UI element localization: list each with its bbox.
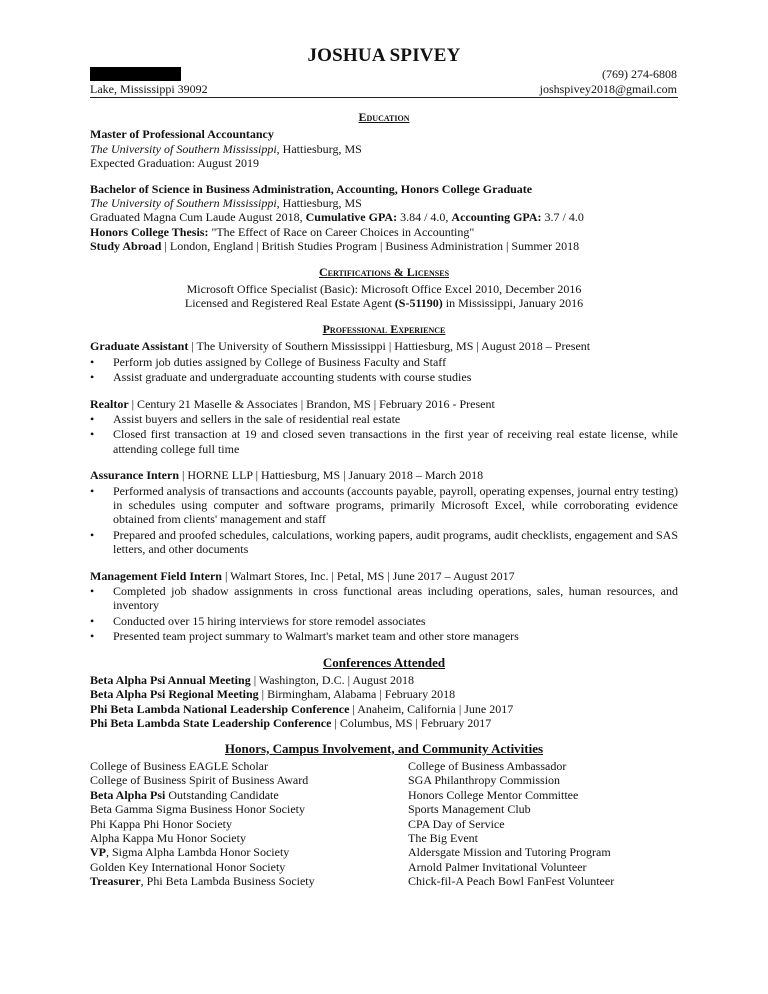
experience-heading: Professional Experience [322,321,446,336]
list-item: Honors College Mentor Committee [408,787,579,802]
list-item: Arnold Palmer Invitational Volunteer [408,859,587,874]
list-item: Golden Key International Honor Society [90,859,286,874]
conferences-heading: Conferences Attended [322,654,446,670]
honors-thesis: Honors College Thesis: "The Effect of Race on Career Choices in Accounting" [90,224,475,239]
honors-columns [90,759,678,889]
job-bullets [90,355,678,385]
bs-school: The University of Southern Mississippi, Hattiesburg, MS [90,196,362,211]
conference-item: Phi Beta Lambda State Leadership Conference | Columbus, MS | February 2017 [90,716,492,731]
bs-graduation: Graduated Magna Cum Laude August 2018, Cumulative GPA: 3.84 / 4.0, Accounting GPA: 3.7 / 4.0 [90,210,584,225]
job-bullets [90,412,678,456]
list-item: • Prepared and proofed schedules, calculations, working papers, audit programs, audit checklists, engagement and SAS letters, and other documents [90,528,678,557]
honors-heading: Honors, Campus Involvement, and Community Activities [224,740,544,756]
list-item: College of Business Ambassador [408,759,567,774]
job-title-line: Graduate Assistant | The University of Southern Mississippi | Hattiesburg, MS | August 2018 – Present [90,339,591,354]
list-item: SGA Philanthropy Commission [408,773,561,788]
address: Lake, Mississippi 39092 [90,82,208,96]
list-item: Phi Kappa Phi Honor Society [90,816,232,831]
list-item: • Conducted over 15 hiring interviews for store remodel associates [90,614,678,628]
list-item: Alpha Kappa Mu Honor Society [90,831,246,846]
list-item: Sports Management Club [408,802,531,817]
phone-number: (769) 274-6808 [602,67,677,81]
list-item: • Performed analysis of transactions and accounts (accounts payable, payroll, operating expenses, journal entry testing) in schedules using computer and software programs, primarily Microsoft Excel, while corroborating evidence obtained from clients' management and staff [90,484,678,527]
honors-right-column [408,759,678,889]
list-item: • Assist buyers and sellers in the sale of residential real estate [90,412,678,426]
candidate-name: JOSHUA SPIVEY [307,45,461,66]
bs-degree: Bachelor of Science in Business Administration, Accounting, Honors College Graduate [90,181,533,196]
conference-item: Beta Alpha Psi Annual Meeting | Washington, D.C. | August 2018 [90,673,414,687]
redacted-street-address [90,67,181,81]
list-item: • Completed job shadow assignments in cross functional areas including operations, sales, human resources, and inventory [90,584,678,613]
list-item: Beta Alpha Psi Outstanding Candidate [90,787,279,802]
list-item: College of Business EAGLE Scholar [90,759,268,774]
job-title-line: Assurance Intern | HORNE LLP | Hattiesburg, MS | January 2018 – March 2018 [90,468,484,483]
conference-item: Phi Beta Lambda National Leadership Conference | Anaheim, California | June 2017 [90,701,514,716]
list-item: College of Business Spirit of Business Award [90,773,309,788]
mpa-degree: Master of Professional Accountancy [90,127,274,142]
list-item: Treasurer, Phi Beta Lambda Business Society [90,874,315,889]
job-title-line: Realtor | Century 21 Maselle & Associates | Brandon, MS | February 2016 - Present [90,396,495,411]
list-item: • Presented team project summary to Walmart's market team and other store managers [90,629,678,643]
license-item: Licensed and Registered Real Estate Agent (S-51190) in Mississippi, January 2016 [184,296,584,311]
certification-item: Microsoft Office Specialist (Basic): Microsoft Office Excel 2010, December 2016 [186,282,582,297]
list-item: Chick-fil-A Peach Bowl FanFest Volunteer [408,874,615,889]
list-item: Aldersgate Mission and Tutoring Program [408,845,611,860]
list-item: • Closed first transaction at 19 and closed seven transactions in the first year of receiving real estate license, while attending college full time [90,427,678,456]
conference-item: Beta Alpha Psi Regional Meeting | Birmingham, Alabama | February 2018 [90,687,456,702]
job-title-line: Management Field Intern | Walmart Stores, Inc. | Petal, MS | June 2017 – August 2017 [90,568,515,583]
list-item: • Perform job duties assigned by College of Business Faculty and Staff [90,355,678,369]
list-item: Beta Gamma Sigma Business Honor Society [90,802,305,817]
list-item: CPA Day of Service [408,816,505,831]
list-item: VP, Sigma Alpha Lambda Honor Society [90,845,290,860]
mpa-school: The University of Southern Mississippi, Hattiesburg, MS [90,141,362,156]
job-bullets [90,484,678,557]
certifications-heading: Certifications & Licenses [318,264,450,279]
education-heading: Education [358,110,410,124]
job-bullets [90,584,678,644]
study-abroad: Study Abroad | London, England | British Studies Program | Business Administration | Summer 2018 [90,239,580,254]
mpa-graduation: Expected Graduation: August 2019 [90,156,259,171]
list-item: The Big Event [408,831,478,846]
resume-body [90,110,678,889]
header-divider [90,97,678,98]
honors-left-column [90,759,408,889]
list-item: • Assist graduate and undergraduate accounting students with course studies [90,370,678,384]
email-address: joshspivey2018@gmail.com [539,82,677,96]
